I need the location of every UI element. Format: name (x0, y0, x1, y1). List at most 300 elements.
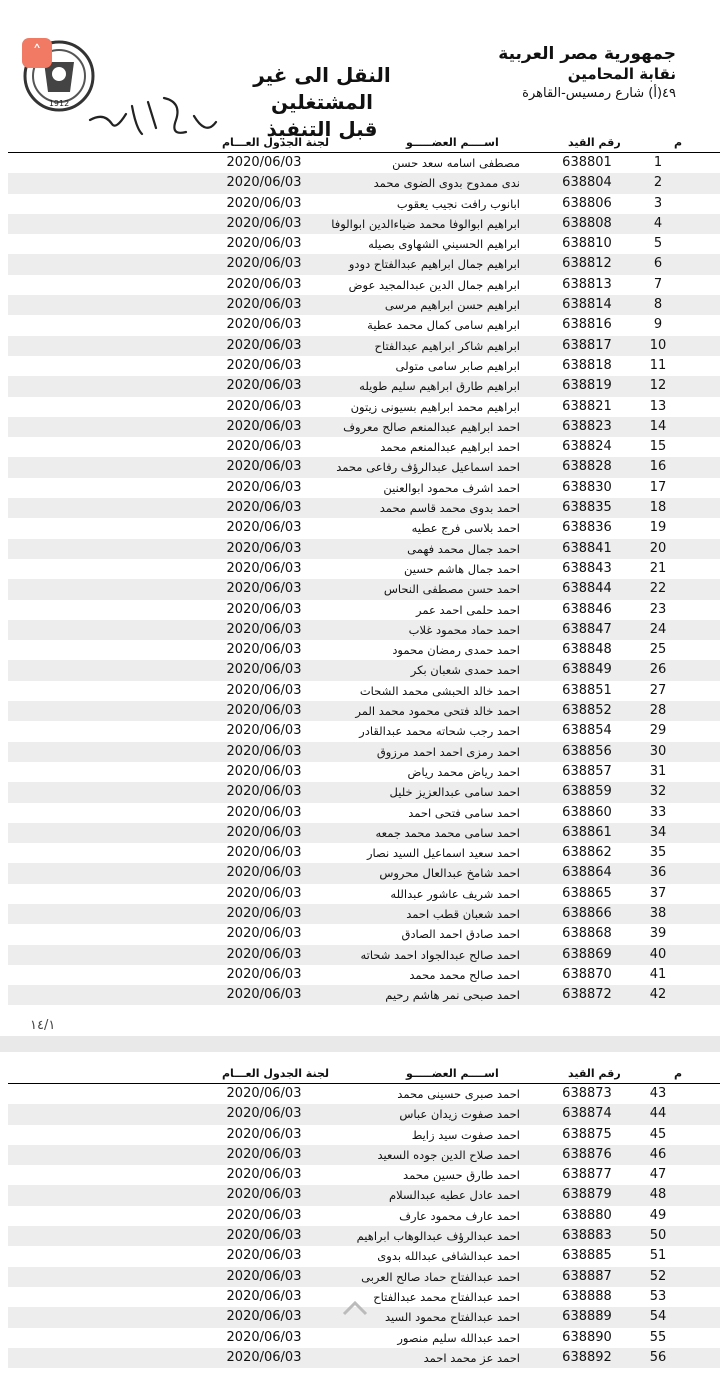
chevron-up-icon[interactable] (340, 1298, 370, 1318)
member-name-cell: احمد خالد فتحى محمود محمد المر (355, 704, 520, 719)
registration-id-cell: 638861 (562, 824, 612, 840)
registration-id-cell: 638804 (562, 175, 612, 191)
committee-date-cell: 2020/06/03 (226, 703, 302, 719)
registration-id-cell: 638856 (562, 743, 612, 759)
member-name-cell: ندى ممدوح بدوى الضوى محمد (373, 176, 520, 191)
serial-number-cell: 40 (649, 946, 667, 962)
serial-number-cell: 39 (649, 926, 667, 942)
member-name-cell: احمد صادق احمد الصادق (401, 927, 520, 942)
member-name-cell: احمد حمدى شعبان بكر (410, 663, 520, 678)
committee-date-cell: 2020/06/03 (226, 418, 302, 434)
committee-date-cell: 2020/06/03 (226, 1288, 302, 1304)
member-name-cell: احمد سعيد اسماعيل السيد نصار (366, 846, 520, 861)
serial-number-cell: 37 (649, 885, 667, 901)
header-registration-id: رقم القيد (568, 1067, 621, 1080)
organization-name: نقابة المحامين (567, 65, 676, 83)
registration-id-cell: 638892 (562, 1349, 612, 1365)
table-row (8, 1267, 720, 1287)
committee-date-cell: 2020/06/03 (226, 378, 302, 394)
member-name-cell: احمد شريف عاشور عبدالله (390, 886, 520, 901)
registration-id-cell: 638848 (562, 642, 612, 658)
registration-id-cell: 638818 (562, 357, 612, 373)
serial-number-cell: 56 (649, 1349, 667, 1365)
serial-number-cell: 23 (649, 601, 667, 617)
table-row (8, 295, 720, 315)
serial-number-cell: 52 (649, 1268, 667, 1284)
registration-id-cell: 638864 (562, 865, 612, 881)
title-line-2: قبل التنفيذ (266, 117, 378, 141)
member-name-cell: ابراهيم طارق ابراهيم سليم طويله (359, 379, 520, 394)
table-row (8, 863, 720, 883)
members-table-page-2 (8, 1066, 720, 1368)
header-committee: لجنة الجدول العـــام (222, 136, 330, 149)
country-name: جمهورية مصر العربية (498, 44, 676, 64)
member-name-cell: ابراهيم شاكر ابراهيم عبدالفتاح (374, 338, 520, 353)
serial-number-cell: 34 (649, 824, 667, 840)
committee-date-cell: 2020/06/03 (226, 946, 302, 962)
header-committee: لجنة الجدول العـــام (222, 1067, 330, 1080)
committee-date-cell: 2020/06/03 (226, 966, 302, 982)
registration-id-cell: 638883 (562, 1228, 612, 1244)
committee-date-cell: 2020/06/03 (226, 215, 302, 231)
organization-address: ٤٩(أ) شارع رمسيس-القاهرة (522, 86, 676, 101)
registration-id-cell: 638890 (562, 1329, 612, 1345)
registration-id-cell: 638880 (562, 1207, 612, 1223)
member-name-cell: احمد ابراهيم عبدالمنعم محمد (380, 440, 520, 455)
serial-number-cell: 55 (649, 1329, 667, 1345)
serial-number-cell: 46 (649, 1146, 667, 1162)
registration-id-cell: 638816 (562, 317, 612, 333)
member-name-cell: احمد عبدالرؤف عبدالوهاب ابراهيم (356, 1229, 520, 1244)
table-row (8, 457, 720, 477)
committee-date-cell: 2020/06/03 (226, 642, 302, 658)
serial-number-cell: 10 (649, 337, 667, 353)
committee-date-cell: 2020/06/03 (226, 317, 302, 333)
table-row (8, 803, 720, 823)
table-row (8, 579, 720, 599)
committee-date-cell: 2020/06/03 (226, 601, 302, 617)
member-name-cell: احمد ابراهيم عبدالمنعم صالح معروف (343, 419, 520, 434)
committee-date-cell: 2020/06/03 (226, 479, 302, 495)
committee-date-cell: 2020/06/03 (226, 1106, 302, 1122)
table-row (8, 762, 720, 782)
member-name-cell: احمد سامى فتحى احمد (408, 805, 520, 820)
document-title (222, 62, 422, 143)
registration-id-cell: 638877 (562, 1167, 612, 1183)
committee-date-cell: 2020/06/03 (226, 824, 302, 840)
registration-id-cell: 638889 (562, 1309, 612, 1325)
table-row (8, 884, 720, 904)
serial-number-cell: 22 (649, 581, 667, 597)
committee-date-cell: 2020/06/03 (226, 500, 302, 516)
committee-date-cell: 2020/06/03 (226, 1309, 302, 1325)
member-name-cell: احمد حماد محمود غلاب (408, 622, 520, 637)
table-row (8, 356, 720, 376)
registration-id-cell: 638865 (562, 885, 612, 901)
member-name-cell: احمد اسماعيل عبدالرؤف رفاعى محمد (336, 460, 520, 475)
table-row (8, 315, 720, 335)
registration-id-cell: 638808 (562, 215, 612, 231)
registration-id-cell: 638849 (562, 662, 612, 678)
serial-number-cell: 32 (649, 784, 667, 800)
table-row (8, 924, 720, 944)
committee-date-cell: 2020/06/03 (226, 743, 302, 759)
committee-date-cell: 2020/06/03 (226, 845, 302, 861)
committee-date-cell: 2020/06/03 (226, 459, 302, 475)
serial-number-cell: 6 (653, 256, 663, 272)
member-name-cell: ابانوب رافت نجيب يعقوب (396, 196, 520, 211)
member-name-cell: احمد طارق حسين محمد (403, 1168, 520, 1183)
registration-id-cell: 638876 (562, 1146, 612, 1162)
chevron-up-icon: ˄ (32, 42, 42, 63)
table-row (8, 478, 720, 498)
serial-number-cell: 53 (649, 1288, 667, 1304)
committee-date-cell: 2020/06/03 (226, 155, 302, 170)
table-row (8, 1125, 720, 1145)
table-row (8, 275, 720, 295)
members-table-page-1 (8, 135, 720, 1005)
serial-number-cell: 15 (649, 439, 667, 455)
serial-number-cell: 50 (649, 1228, 667, 1244)
serial-number-cell: 42 (649, 987, 667, 1003)
serial-number-cell: 21 (649, 560, 667, 576)
committee-date-cell: 2020/06/03 (226, 560, 302, 576)
committee-date-cell: 2020/06/03 (226, 337, 302, 353)
committee-date-cell: 2020/06/03 (226, 1187, 302, 1203)
table-row (8, 1165, 720, 1185)
registration-id-cell: 638806 (562, 195, 612, 211)
registration-id-cell: 638854 (562, 723, 612, 739)
member-name-cell: احمد رجب شحاته محمد عبدالقادر (359, 724, 520, 739)
registration-id-cell: 638847 (562, 621, 612, 637)
registration-id-cell: 638819 (562, 378, 612, 394)
table-row (8, 640, 720, 660)
table-row (8, 376, 720, 396)
member-name-cell: احمد عبدالفتاح حماد صالح العربى (361, 1269, 520, 1284)
table-row (8, 336, 720, 356)
header-serial: م (674, 136, 683, 149)
committee-date-cell: 2020/06/03 (226, 540, 302, 556)
committee-date-cell: 2020/06/03 (226, 905, 302, 921)
member-name-cell: احمد رمزى احمد احمد مرزوق (376, 744, 520, 759)
member-name-cell: احمد صالح محمد محمد (409, 967, 520, 982)
registration-id-cell: 638887 (562, 1268, 612, 1284)
table-row (8, 1348, 720, 1368)
serial-number-cell: 45 (649, 1126, 667, 1142)
registration-id-cell: 638866 (562, 905, 612, 921)
committee-date-cell: 2020/06/03 (226, 236, 302, 252)
serial-number-cell: 36 (649, 865, 667, 881)
member-name-cell: احمد عبدالشافى عبدالله بدوى (377, 1249, 520, 1264)
member-name-cell: احمد جمال هاشم حسين (403, 561, 520, 576)
table-row (8, 1246, 720, 1266)
registration-id-cell: 638888 (562, 1288, 612, 1304)
serial-number-cell: 43 (649, 1086, 667, 1101)
table-row (8, 782, 720, 802)
table-header (8, 1066, 720, 1084)
member-name-cell: ابراهيم محمد ابراهيم بسيونى زيتون (350, 399, 520, 414)
committee-date-cell: 2020/06/03 (226, 276, 302, 292)
member-name-cell: احمد بدوى محمد قاسم محمد (379, 501, 520, 516)
registration-id-cell: 638843 (562, 560, 612, 576)
serial-number-cell: 31 (649, 763, 667, 779)
table-row (8, 1084, 720, 1104)
table-row (8, 518, 720, 538)
member-name-cell: احمد عبدالفتاح محمد عبدالفتاح (373, 1289, 520, 1304)
serial-number-cell: 4 (653, 215, 663, 231)
committee-date-cell: 2020/06/03 (226, 804, 302, 820)
registration-id-cell: 638813 (562, 276, 612, 292)
registration-id-cell: 638841 (562, 540, 612, 556)
committee-date-cell: 2020/06/03 (226, 1167, 302, 1183)
member-name-cell: احمد صبحى نمر هاشم رحيم (385, 988, 520, 1003)
registration-id-cell: 638859 (562, 784, 612, 800)
serial-number-cell: 20 (649, 540, 667, 556)
table-row (8, 823, 720, 843)
member-name-cell: احمد حلمى احمد عمر (416, 602, 520, 617)
registration-id-cell: 638821 (562, 398, 612, 414)
serial-number-cell: 48 (649, 1187, 667, 1203)
serial-number-cell: 11 (649, 357, 667, 373)
member-name-cell: ابراهيم سامى كمال محمد عطية (367, 318, 520, 333)
registration-id-cell: 638874 (562, 1106, 612, 1122)
committee-date-cell: 2020/06/03 (226, 357, 302, 373)
member-name-cell: احمد صلاح الدين جوده السعيد (377, 1147, 520, 1162)
registration-id-cell: 638817 (562, 337, 612, 353)
table-row (8, 945, 720, 965)
table-row (8, 985, 720, 1005)
committee-date-cell: 2020/06/03 (226, 723, 302, 739)
committee-date-cell: 2020/06/03 (226, 398, 302, 414)
registration-id-cell: 638885 (562, 1248, 612, 1264)
serial-number-cell: 33 (649, 804, 667, 820)
table-row (8, 194, 720, 214)
registration-id-cell: 638857 (562, 763, 612, 779)
member-name-cell: ابراهيم الحسيني الشهاوى بصيله (368, 237, 520, 252)
table-row (8, 1185, 720, 1205)
committee-date-cell: 2020/06/03 (226, 926, 302, 942)
committee-date-cell: 2020/06/03 (226, 520, 302, 536)
serial-number-cell: 49 (649, 1207, 667, 1223)
committee-date-cell: 2020/06/03 (226, 1126, 302, 1142)
table-row (8, 965, 720, 985)
member-name-cell: احمد صالح عبدالجواد احمد شحاته (360, 947, 520, 962)
committee-date-cell: 2020/06/03 (226, 1268, 302, 1284)
table-row (8, 559, 720, 579)
table-row (8, 904, 720, 924)
serial-number-cell: 1 (653, 155, 663, 170)
serial-number-cell: 30 (649, 743, 667, 759)
serial-number-cell: 44 (649, 1106, 667, 1122)
serial-number-cell: 2 (653, 175, 663, 191)
member-name-cell: احمد صفوت سيد زايط (411, 1127, 520, 1142)
member-name-cell: ابراهيم ابوالوفا محمد ضياءالدين ابوالوفا (331, 216, 520, 231)
registration-id-cell: 638852 (562, 703, 612, 719)
committee-date-cell: 2020/06/03 (226, 1146, 302, 1162)
serial-number-cell: 47 (649, 1167, 667, 1183)
committee-date-cell: 2020/06/03 (226, 621, 302, 637)
title-line-1: النقل الى غير المشتغلين (253, 63, 391, 114)
member-name-cell: احمد حسن مصطفى النحاس (383, 582, 520, 597)
table-row (8, 681, 720, 701)
registration-id-cell: 638875 (562, 1126, 612, 1142)
registration-id-cell: 638823 (562, 418, 612, 434)
table-row (8, 254, 720, 274)
committee-date-cell: 2020/06/03 (226, 865, 302, 881)
scroll-up-button[interactable] (22, 38, 52, 68)
member-name-cell: مصطفى اسامه سعد حسن (392, 156, 520, 170)
table-row (8, 214, 720, 234)
committee-date-cell: 2020/06/03 (226, 1086, 302, 1101)
member-name-cell: احمد عبدالفتاح محمود السيد (385, 1310, 520, 1325)
member-name-cell: احمد صفوت زيدان عباس (399, 1107, 520, 1122)
serial-number-cell: 54 (649, 1309, 667, 1325)
serial-number-cell: 51 (649, 1248, 667, 1264)
table-row (8, 701, 720, 721)
committee-date-cell: 2020/06/03 (226, 297, 302, 313)
committee-date-cell: 2020/06/03 (226, 784, 302, 800)
header-serial: م (674, 1067, 683, 1080)
registration-id-cell: 638868 (562, 926, 612, 942)
table-row (8, 600, 720, 620)
registration-id-cell: 638879 (562, 1187, 612, 1203)
committee-date-cell: 2020/06/03 (226, 987, 302, 1003)
organization-header (498, 44, 676, 104)
table-row (8, 1104, 720, 1124)
committee-date-cell: 2020/06/03 (226, 885, 302, 901)
member-name-cell: ابراهيم جمال ابراهيم عبدالفتاح دودو (348, 257, 520, 272)
registration-id-cell: 638801 (562, 155, 612, 170)
committee-date-cell: 2020/06/03 (226, 581, 302, 597)
committee-date-cell: 2020/06/03 (226, 1207, 302, 1223)
registration-id-cell: 638814 (562, 297, 612, 313)
member-name-cell: احمد شامخ عبدالعال محروس (379, 866, 520, 881)
serial-number-cell: 16 (649, 459, 667, 475)
registration-id-cell: 638828 (562, 459, 612, 475)
committee-date-cell: 2020/06/03 (226, 662, 302, 678)
member-name-cell: ابراهيم حسن ابراهيم مرسى (384, 298, 520, 313)
table-row (8, 397, 720, 417)
table-row (8, 660, 720, 680)
committee-date-cell: 2020/06/03 (226, 1349, 302, 1365)
registration-id-cell: 638846 (562, 601, 612, 617)
member-name-cell: احمد جمال محمد فهمى (407, 541, 520, 556)
table-header (8, 135, 720, 153)
committee-date-cell: 2020/06/03 (226, 175, 302, 191)
handwritten-date-text: ٢٠٢٠/١٢/٦ (216, 144, 221, 145)
member-name-cell: احمد سامى محمد محمد جمعه (375, 825, 520, 840)
header-member-name: اســــم العضـــــو (406, 136, 499, 149)
serial-number-cell: 24 (649, 621, 667, 637)
serial-number-cell: 7 (653, 276, 663, 292)
serial-number-cell: 28 (649, 703, 667, 719)
registration-id-cell: 638862 (562, 845, 612, 861)
committee-date-cell: 2020/06/03 (226, 763, 302, 779)
member-name-cell: احمد رياض محمد رياض (407, 764, 520, 779)
serial-number-cell: 5 (653, 236, 663, 252)
table-row (8, 1145, 720, 1165)
member-name-cell: احمد عز محمد احمد (423, 1350, 520, 1365)
member-name-cell: احمد عبدالله سليم منصور (397, 1330, 520, 1345)
header-registration-id: رقم القيد (568, 136, 621, 149)
member-name-cell: احمد صبرى حسينى محمد (397, 1087, 520, 1101)
serial-number-cell: 14 (649, 418, 667, 434)
table-row (8, 843, 720, 863)
member-name-cell: احمد شعبان قطب احمد (406, 906, 520, 921)
registration-id-cell: 638810 (562, 236, 612, 252)
registration-id-cell: 638836 (562, 520, 612, 536)
table-row (8, 1206, 720, 1226)
registration-id-cell: 638835 (562, 500, 612, 516)
table-row (8, 173, 720, 193)
table-row (8, 620, 720, 640)
table-row (8, 437, 720, 457)
committee-date-cell: 2020/06/03 (226, 256, 302, 272)
registration-id-cell: 638873 (562, 1086, 612, 1101)
committee-date-cell: 2020/06/03 (226, 1228, 302, 1244)
table-row (8, 1226, 720, 1246)
member-name-cell: احمد حمدى رمضان محمود (392, 643, 520, 658)
member-name-cell: ابراهيم صابر سامى متولى (395, 358, 520, 373)
registration-id-cell: 638830 (562, 479, 612, 495)
committee-date-cell: 2020/06/03 (226, 682, 302, 698)
registration-id-cell: 638851 (562, 682, 612, 698)
registration-id-cell: 638812 (562, 256, 612, 272)
serial-number-cell: 27 (649, 682, 667, 698)
member-name-cell: احمد اشرف محمود ابوالعنين (383, 480, 520, 495)
document-page-2 (0, 1052, 720, 1390)
serial-number-cell: 26 (649, 662, 667, 678)
table-row (8, 498, 720, 518)
table-body (8, 153, 720, 1005)
serial-number-cell: 17 (649, 479, 667, 495)
serial-number-cell: 25 (649, 642, 667, 658)
table-row (8, 1328, 720, 1348)
member-name-cell: احمد سامى عبدالعزيز خليل (389, 785, 520, 800)
committee-date-cell: 2020/06/03 (226, 439, 302, 455)
registration-id-cell: 638872 (562, 987, 612, 1003)
serial-number-cell: 19 (649, 520, 667, 536)
table-row (8, 417, 720, 437)
table-row (8, 539, 720, 559)
serial-number-cell: 8 (653, 297, 663, 313)
registration-id-cell: 638869 (562, 946, 612, 962)
serial-number-cell: 12 (649, 378, 667, 394)
table-row (8, 742, 720, 762)
member-name-cell: احمد عارف محمود عارف (399, 1208, 520, 1223)
committee-date-cell: 2020/06/03 (226, 195, 302, 211)
registration-id-cell: 638860 (562, 804, 612, 820)
table-row (8, 234, 720, 254)
serial-number-cell: 35 (649, 845, 667, 861)
member-name-cell: احمد عادل عطيه عبدالسلام (388, 1188, 520, 1203)
table-body (8, 1084, 720, 1368)
registration-id-cell: 638844 (562, 581, 612, 597)
serial-number-cell: 13 (649, 398, 667, 414)
member-name-cell: احمد بلاسى فرج عطيه (411, 521, 520, 536)
serial-number-cell: 29 (649, 723, 667, 739)
seal-year: 1912 (48, 99, 70, 108)
serial-number-cell: 3 (653, 195, 663, 211)
registration-id-cell: 638870 (562, 966, 612, 982)
serial-number-cell: 18 (649, 500, 667, 516)
table-row (8, 153, 720, 173)
member-name-cell: احمد خالد الحبشى محمد الشحات (359, 683, 520, 698)
header-member-name: اســــم العضـــــو (406, 1067, 499, 1080)
serial-number-cell: 9 (653, 317, 663, 333)
committee-date-cell: 2020/06/03 (226, 1329, 302, 1345)
page-number: ١٤/١ (30, 1018, 56, 1033)
